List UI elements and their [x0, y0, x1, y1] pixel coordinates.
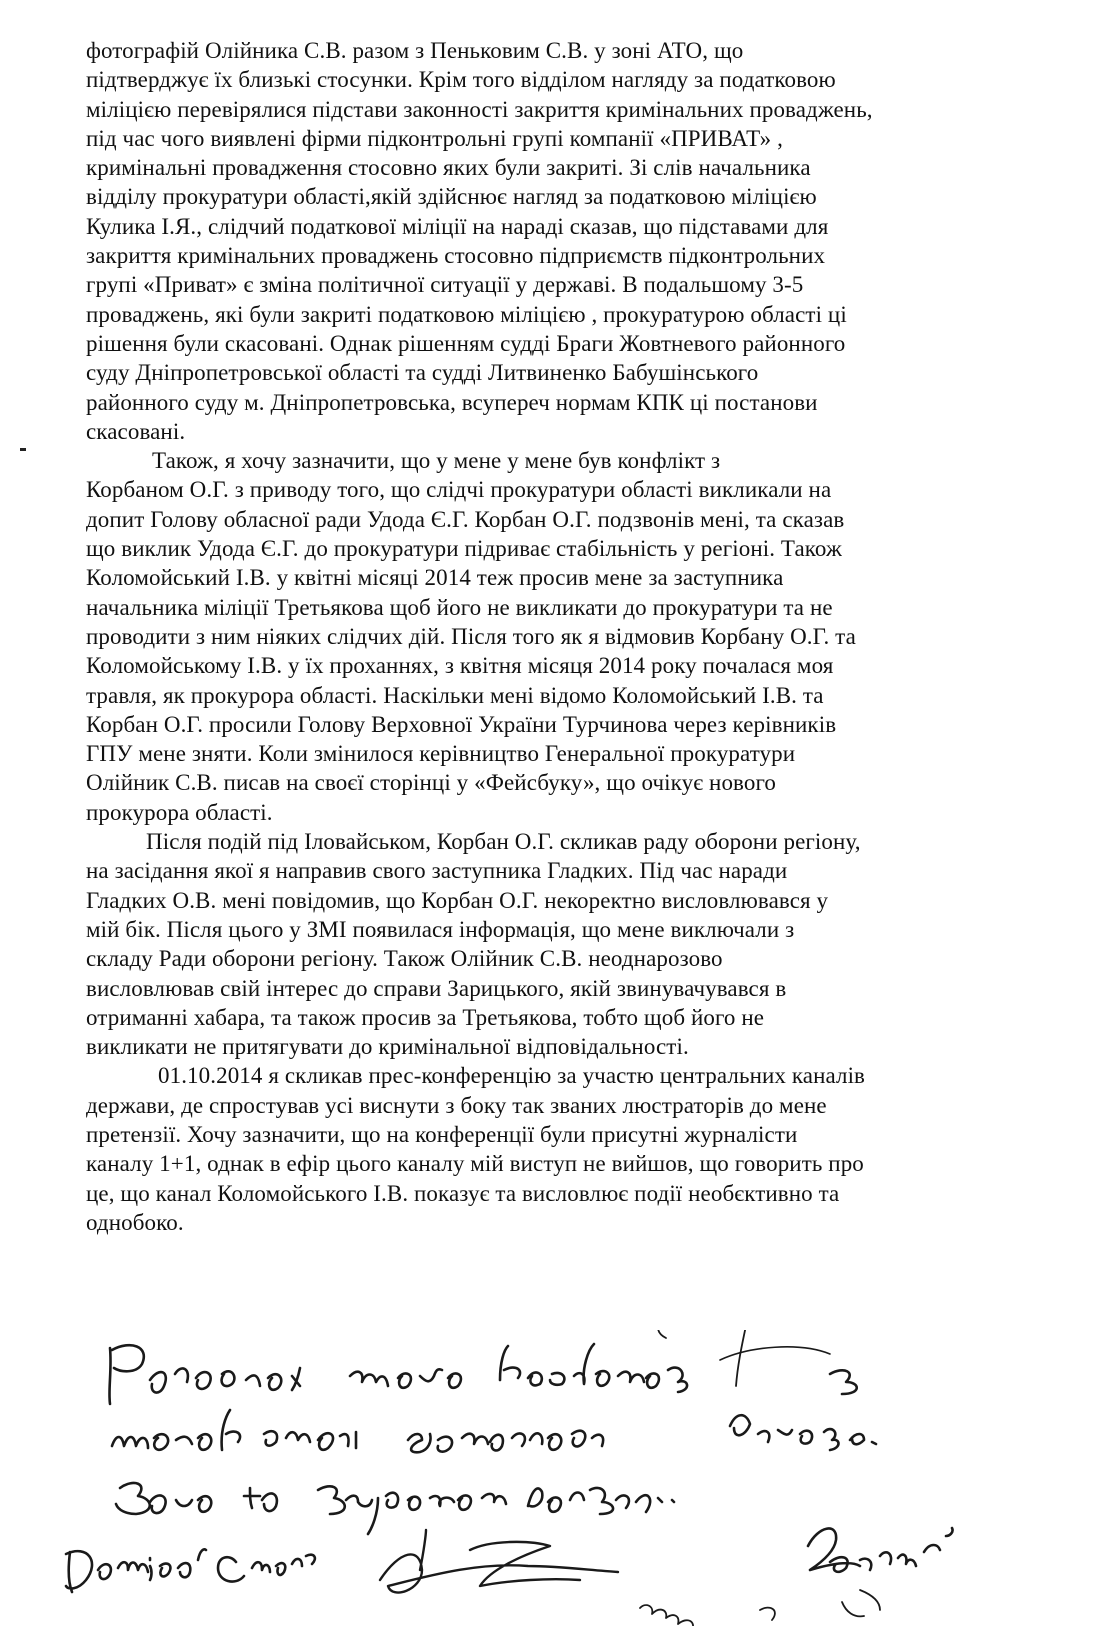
text-line: допит Голову обласної ради Удода Є.Г. Корбан О.Г. подзвонів мені, та сказав — [86, 506, 845, 532]
text-line: відділу прокуратури області,якій здійснює нагляд за податковою міліцією — [86, 184, 817, 210]
text-line: Корбан О.Г. просили Голову Верховної України Турчинова через керівників — [86, 711, 837, 737]
text-line: Гладких О.В. мені повідомив, що Корбан О.Г. некоректно висловлювався у — [86, 887, 829, 913]
text-line: під час чого виявлені фірми підконтрольні групі компанії «ПРИВАТ» , — [86, 125, 783, 151]
handwriting-line-2 — [112, 1410, 240, 1450]
text-line: викликати не притягувати до кримінальної відповідальності. — [86, 1034, 689, 1060]
text-line: Корбаном О.Г. з приводу того, що слідчі прокуратури області викликали на — [86, 477, 832, 503]
text-line: фотографій Олійника С.В. разом з Пеньковим С.В. у зоні АТО, що — [86, 38, 744, 63]
text-line: однобоко. — [86, 1209, 184, 1235]
text-line: суду Дніпропетровської області та судді Литвиненко Бабушінського — [86, 360, 759, 386]
handwriting-line-1 — [109, 1345, 300, 1404]
text-line: Коломойський І.В. у квітні місяці 2014 теж просив мене за заступника — [86, 565, 784, 591]
text-line: Олійник С.В. писав на своєї сторінці у «Фейсбуку», що очікує нового — [86, 770, 777, 796]
handwritten-note — [0, 1330, 1118, 1626]
paragraph-2 — [86, 446, 1066, 827]
text-line: висловлював свій інтерес до справи Зарицького, якій звинувачувався в — [86, 975, 787, 1001]
signature-witness — [808, 1528, 953, 1572]
text-line: прокурора області. — [86, 799, 273, 825]
text-line: травля, як прокурора області. Наскільки мені відомо Коломойський І.В. та — [86, 682, 824, 708]
text-line: групі «Приват» є зміна політичної ситуації у державі. В подальшому 3-5 — [86, 272, 804, 298]
paragraph-3 — [86, 827, 1066, 1061]
text-line: Кулика І.Я., слідчий податкової міліції на нараді сказав, що підставами для — [86, 213, 829, 239]
text-line: Коломойському І.В. у їх проханнях, з квітня місяця 2014 року почалася моя — [86, 653, 834, 679]
handwriting-drawing — [0, 1330, 1118, 1626]
text-line: начальника міліції Третьякова щоб його не викликати до прокуратури та не — [86, 594, 833, 620]
text-line: на засідання якої я направив свого заступника Гладких. Під час наради — [86, 858, 788, 884]
scan-speck — [20, 448, 26, 451]
paragraph-1 — [86, 36, 1066, 446]
text-line: кримінальні провадження стосовно яких були закриті. Зі слів начальника — [86, 155, 811, 181]
handwriting-line-3 — [116, 1483, 211, 1514]
text-line: мій бік. Після цього у ЗМІ появилася інформація, що мене виключали з — [86, 916, 795, 942]
signature-investigator — [380, 1530, 618, 1593]
text-line: проводити з ним ніяких слідчих дій. Після того як я відмовив Корбану О.Г. та — [86, 623, 856, 649]
text-line: проваджень, які були закриті податковою міліцією , прокуратурою області ці — [86, 301, 847, 327]
text-line: закриття кримінальних проваджень стосовно підприємств підконтрольних — [86, 243, 826, 269]
text-line: це, що канал Коломойського І.В. показує та висловлює події необєктивно та — [86, 1180, 840, 1206]
text-line: скасовані. — [86, 418, 186, 444]
text-line: Також, я хочу зазначити, що у мене у мене був конфлікт з — [152, 448, 721, 474]
text-line: рішення були скасовані. Однак рішенням судді Браги Жовтневого районного — [86, 330, 846, 356]
text-line: що виклик Удода Є.Г. до прокуратури підриває стабільність у регіоні. Також — [86, 536, 842, 562]
text-line: складу Ради оборони регіону. Також Олійник С.В. неоднарозово — [86, 946, 723, 972]
text-line: міліцією перевірялися підстави законності закриття кримінальних проваджень, — [86, 96, 873, 122]
text-line: Після подій під Іловайськом, Корбан О.Г. скликав раду оборони регіону, — [146, 829, 861, 855]
text-line: 01.10.2014 я скликав прес-конференцію за участю центральних каналів — [158, 1063, 866, 1089]
text-line: підтверджує їх близькі стосунки. Крім того відділом нагляду за податковою — [86, 67, 836, 93]
text-line: каналу 1+1, однак в ефір цього каналу мій виступ не вийшов, що говорить про — [86, 1151, 864, 1177]
paragraph-4 — [86, 1061, 1066, 1237]
text-line: ГПУ мене зняти. Коли змінилося керівництво Генеральної прокуратури — [86, 741, 796, 767]
document-body — [86, 36, 1066, 1237]
text-line: претензії. Хочу зазначити, що на конференції були присутні журналісти — [86, 1121, 798, 1147]
handwriting-line-4 — [66, 1549, 206, 1592]
text-line: держави, де спростував усі виснути з боку так званих люстраторів до мене — [86, 1092, 827, 1118]
text-line: отриманні хабара, та також просив за Третьякова, тобто щоб його не — [86, 1004, 765, 1030]
text-line: районного суду м. Дніпропетровська, всупереч нормам КПК ці постанови — [86, 389, 818, 415]
